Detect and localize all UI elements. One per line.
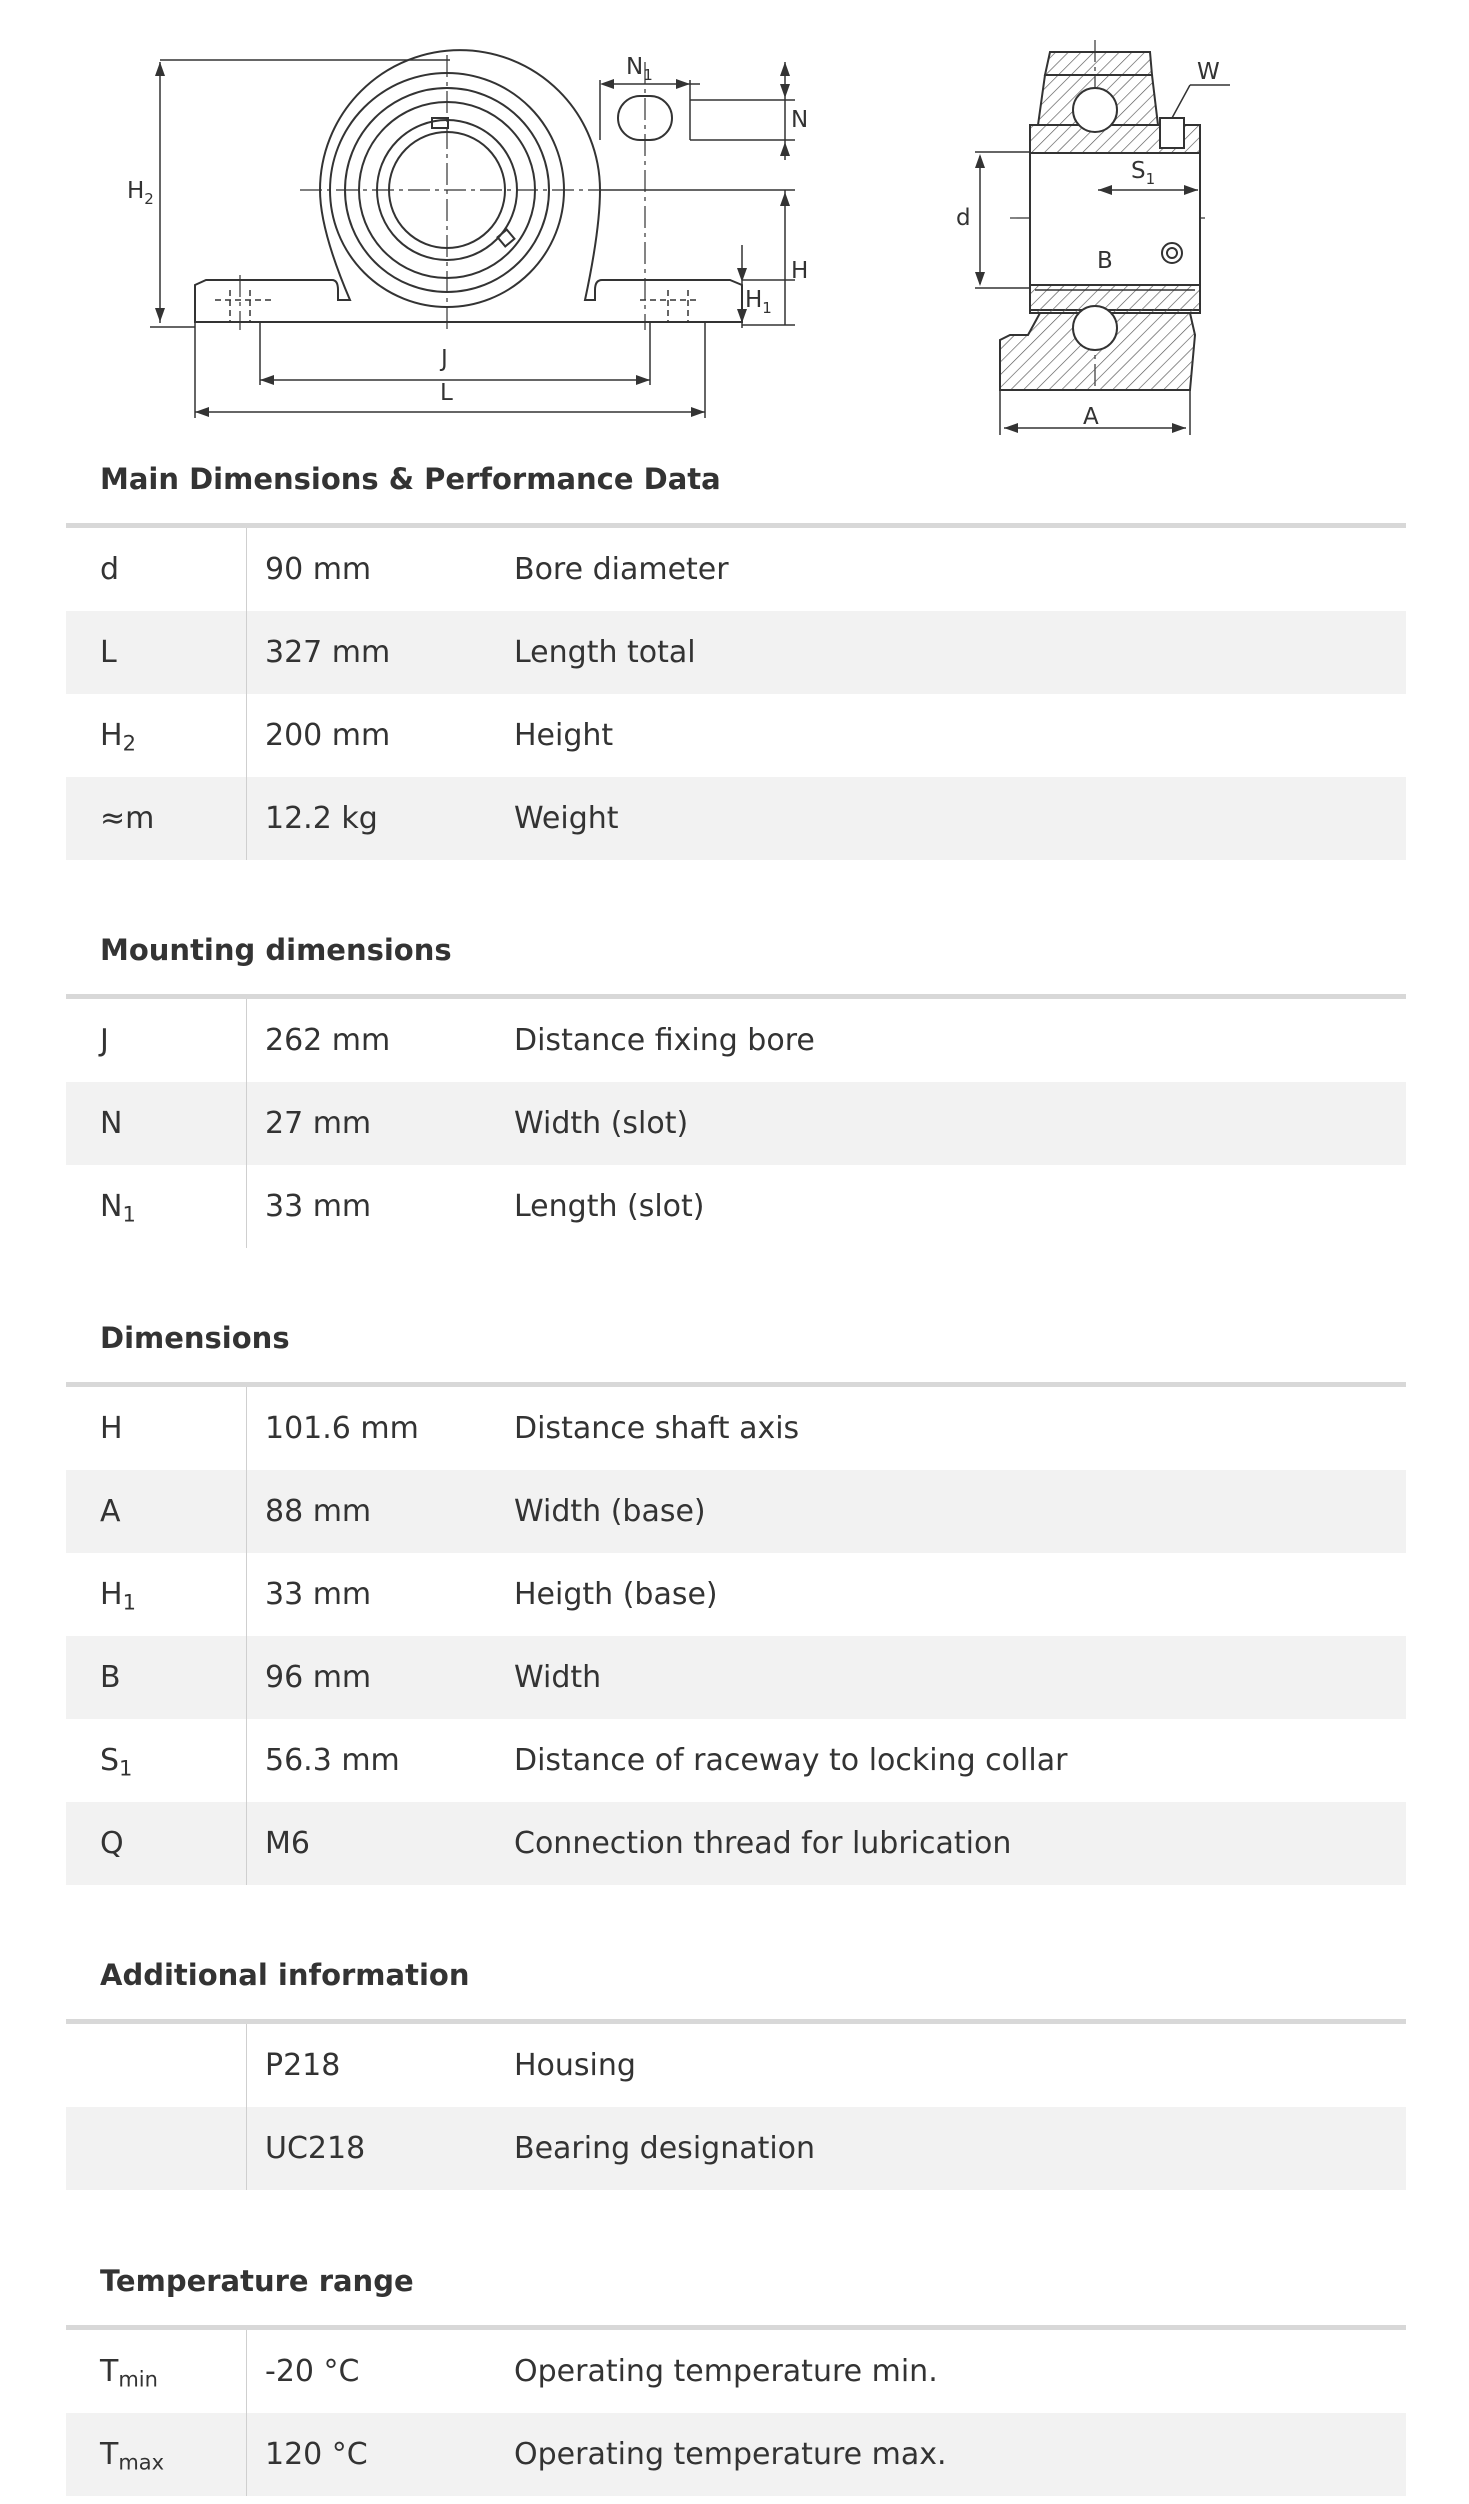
row-description: Connection thread for lubrication — [514, 1826, 1012, 1861]
row-value: M6 — [265, 1826, 310, 1861]
bearing-drawing-svg — [0, 0, 1469, 450]
section-title-mounting-dimensions: Mounting dimensions — [100, 933, 452, 967]
row-description: Operating temperature max. — [514, 2437, 947, 2472]
row-value: UC218 — [265, 2131, 366, 2166]
row-description: Distance of raceway to locking collar — [514, 1743, 1068, 1778]
row-symbol: Q — [100, 1826, 124, 1861]
label-h2: $H_2$ — [127, 178, 154, 208]
table-row — [66, 1082, 1406, 1165]
row-symbol — [100, 2107, 280, 2190]
label-n: N — [791, 107, 809, 133]
row-symbol: ≈m — [100, 801, 155, 836]
table-row — [66, 1802, 1406, 1885]
row-value: 27 mm — [265, 1106, 372, 1141]
row-description: Width — [514, 1660, 602, 1695]
table-temperature-range — [66, 2325, 1406, 2496]
label-h: H — [791, 258, 809, 284]
table-row — [66, 611, 1406, 694]
label-d: d — [956, 205, 971, 231]
row-value: 33 mm — [265, 1577, 372, 1612]
row-description: Length (slot) — [514, 1189, 705, 1224]
row-value: 200 mm — [265, 718, 391, 753]
row-symbol: $H_2$ — [100, 718, 136, 756]
row-value: 90 mm — [265, 552, 372, 587]
row-symbol: B — [100, 1660, 121, 1695]
table-additional-information — [66, 2019, 1406, 2190]
row-value: P218 — [265, 2048, 341, 2083]
row-symbol: L — [100, 635, 117, 670]
row-description: Bore diameter — [514, 552, 729, 587]
row-symbol — [100, 2024, 280, 2107]
table-dimensions — [66, 1382, 1406, 1885]
row-value: 12.2 kg — [265, 801, 378, 836]
row-description: Weight — [514, 801, 619, 836]
row-description: Housing — [514, 2048, 636, 2083]
row-description: Distance shaft axis — [514, 1411, 800, 1446]
table-row — [66, 2107, 1406, 2190]
row-symbol: $T_{min}$ — [100, 2354, 158, 2392]
row-description: Length total — [514, 635, 696, 670]
row-description: Width (slot) — [514, 1106, 689, 1141]
table-row — [66, 2413, 1406, 2496]
row-value: -20 °C — [265, 2354, 360, 2389]
table-row — [66, 1470, 1406, 1553]
row-symbol: d — [100, 552, 120, 587]
label-b: B — [1097, 248, 1113, 274]
row-symbol: H — [100, 1411, 123, 1446]
row-description: Operating temperature min. — [514, 2354, 938, 2389]
row-description: Height — [514, 718, 614, 753]
table-row — [66, 1636, 1406, 1719]
section-title-dimensions: Dimensions — [100, 1321, 290, 1355]
row-value: 262 mm — [265, 1023, 391, 1058]
row-symbol: $H_1$ — [100, 1577, 136, 1615]
label-h1: $H_1$ — [745, 287, 772, 317]
table-main-dimensions — [66, 523, 1406, 860]
label-l: L — [440, 380, 453, 406]
row-value: 88 mm — [265, 1494, 372, 1529]
technical-drawing — [0, 0, 1469, 450]
row-value: 96 mm — [265, 1660, 372, 1695]
table-row — [66, 2330, 1406, 2413]
row-symbol: $T_{max}$ — [100, 2437, 165, 2475]
row-description: Width (base) — [514, 1494, 706, 1529]
label-a: A — [1083, 404, 1099, 430]
label-j: J — [441, 346, 448, 372]
row-value: 327 mm — [265, 635, 391, 670]
row-symbol: J — [100, 1023, 109, 1058]
bearing-side-view — [1000, 52, 1200, 390]
row-description: Bearing designation — [514, 2131, 816, 2166]
table-row — [66, 777, 1406, 860]
row-value: 120 °C — [265, 2437, 368, 2472]
section-title-main-dimensions: Main Dimensions & Performance Data — [100, 462, 721, 496]
row-description: Heigth (base) — [514, 1577, 718, 1612]
table-mounting-dimensions — [66, 994, 1406, 1248]
table-row — [66, 1387, 1406, 1470]
row-value: 101.6 mm — [265, 1411, 419, 1446]
table-row — [66, 528, 1406, 611]
row-description: Distance fixing bore — [514, 1023, 815, 1058]
table-row — [66, 999, 1406, 1082]
row-value: 33 mm — [265, 1189, 372, 1224]
row-symbol: A — [100, 1494, 121, 1529]
table-row — [66, 694, 1406, 777]
section-title-temperature-range: Temperature range — [100, 2264, 414, 2298]
table-row — [66, 1553, 1406, 1636]
housing-front-view — [195, 50, 742, 322]
section-title-additional-information: Additional information — [100, 1958, 470, 1992]
row-symbol: $N_1$ — [100, 1189, 136, 1227]
row-symbol: $S_1$ — [100, 1743, 133, 1781]
table-row — [66, 1165, 1406, 1248]
table-row — [66, 1719, 1406, 1802]
label-s1: $S_1$ — [1131, 158, 1156, 188]
table-row — [66, 2024, 1406, 2107]
label-w: W — [1197, 59, 1220, 85]
row-symbol: N — [100, 1106, 123, 1141]
row-value: 56.3 mm — [265, 1743, 400, 1778]
label-n1: $N_1$ — [626, 54, 653, 84]
